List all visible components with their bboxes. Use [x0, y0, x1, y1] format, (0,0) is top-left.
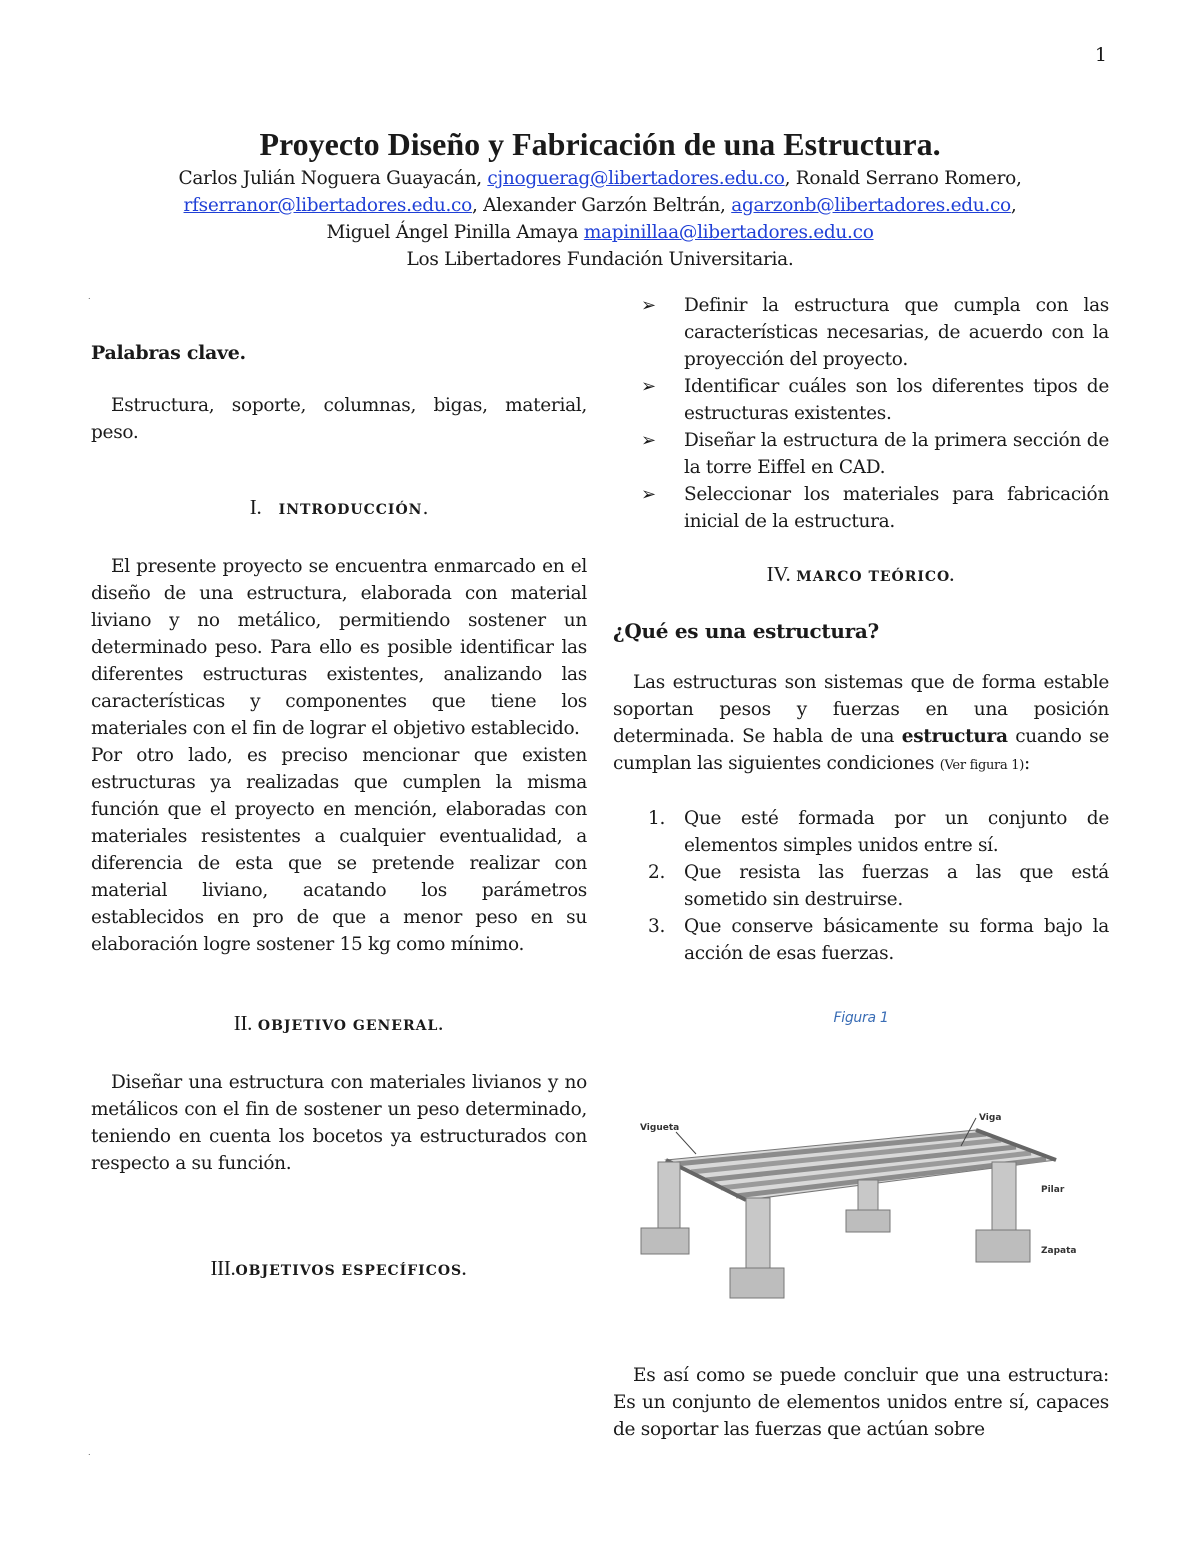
arrow-bullet-icon: ➢ — [641, 376, 656, 397]
question-heading: ¿Qué es una estructura? — [613, 619, 879, 643]
section-heading-objetivo-general — [91, 1010, 587, 1040]
paragraph-text: cuando se cumplan las siguientes condiciones — [613, 726, 1109, 774]
list-item-text: Que esté formada por un conjunto de elementos simples unidos entre sí. — [684, 808, 1109, 856]
paragraph-text: Las estructuras son sistemas que de forma estable soportan pesos y fuerzas en una posición determinada. Se habla de una — [613, 672, 1109, 747]
footing-shape — [730, 1268, 784, 1298]
intro-paragraph-1: El presente proyecto se encuentra enmarcado en el diseño de una estructura, elaborada con material liviano y no metálico, permitiendo sostener un determinado peso. Para ello es posible identificar las diferentes estructuras existentes, analizando las características y componentes que tiene los materiales con el fin de lograr el objetivo establecido. — [91, 556, 587, 739]
list-item — [613, 859, 1109, 913]
arrow-bullet-icon: ➢ — [641, 430, 656, 451]
list-item-text: Definir la estructura que cumpla con las características necesarias, de acuerdo con la proyección del proyecto. — [684, 295, 1109, 370]
arrow-bullet-icon: ➢ — [641, 295, 656, 316]
section-title: OBJETIVOS ESPECÍFICOS. — [235, 1263, 468, 1279]
author-text: , Ronald Serrano Romero, — [784, 168, 1022, 189]
list-number: 2. — [648, 862, 666, 883]
label-zapata: Zapata — [1041, 1246, 1077, 1256]
keywords-heading: Palabras clave. — [91, 342, 246, 364]
email-link[interactable]: rfserranor@libertadores.edu.co — [183, 195, 472, 216]
section-heading-introduccion — [91, 494, 587, 524]
bold-term: estructura — [901, 726, 1008, 747]
paragraph-text: : — [1023, 753, 1030, 774]
stray-dot: . — [88, 1448, 91, 1457]
structure-illustration — [636, 1090, 1084, 1302]
stray-dot: . — [88, 292, 91, 301]
list-item-text: Identificar cuáles son los diferentes tipos de estructuras existentes. — [684, 376, 1109, 424]
section-heading-marco-teorico — [613, 561, 1109, 591]
right-column — [613, 292, 1109, 1032]
authors-line-2 — [0, 192, 1200, 219]
label-viga: Viga — [979, 1113, 1002, 1123]
authors-line-3 — [0, 219, 1200, 246]
list-item — [613, 292, 1109, 373]
author-text: , Alexander Garzón Beltrán, — [471, 195, 732, 216]
list-item — [613, 913, 1109, 967]
objetivos-especificos-list — [613, 292, 1109, 535]
objetivo-general-text: Diseñar una estructura con materiales livianos y no metálicos con el fin de sostener un peso determinado, teniendo en cuenta los bocetos ya estructurados con respecto a su función. — [91, 1072, 587, 1174]
left-column — [91, 340, 587, 1285]
arrow-bullet-icon: ➢ — [641, 484, 656, 505]
section-title: INTRODUCCIÓN — [278, 502, 423, 518]
structure-figure — [636, 1090, 1084, 1302]
footing-shape — [641, 1228, 689, 1254]
section-number: II. — [233, 1011, 253, 1035]
pillar-shape — [746, 1198, 770, 1278]
footing-shape — [846, 1210, 890, 1232]
authors-line-1 — [0, 165, 1200, 192]
footing-shape — [976, 1230, 1030, 1262]
section-number: IV. — [766, 562, 791, 586]
author-text: Miguel Ángel Pinilla Amaya — [326, 222, 584, 243]
list-item — [613, 373, 1109, 427]
figure-caption: Figura 1 — [833, 1010, 889, 1026]
authors-block — [0, 165, 1200, 273]
section-title-end: . — [422, 497, 429, 519]
list-item — [613, 805, 1109, 859]
marco-paragraph — [613, 669, 1109, 779]
list-number: 3. — [648, 916, 666, 937]
conclusion-block — [613, 1362, 1109, 1443]
figure-reference: (Ver figura 1) — [939, 758, 1024, 773]
section-number: I. — [249, 495, 262, 519]
email-link[interactable]: agarzonb@libertadores.edu.co — [731, 195, 1011, 216]
author-text: Carlos Julián Noguera Guayacán, — [178, 168, 488, 189]
leader-line — [676, 1132, 696, 1154]
conditions-list — [613, 805, 1109, 967]
label-vigueta: Vigueta — [640, 1123, 680, 1133]
list-item-text: Que resista las fuerzas a las que está sometido sin destruirse. — [684, 862, 1109, 910]
paper-title: Proyecto Diseño y Fabricación de una Estructura. — [259, 126, 941, 162]
section-title: MARCO TEÓRICO. — [796, 569, 956, 585]
keywords-text: Estructura, soporte, columnas, bigas, material, peso. — [91, 395, 587, 443]
author-text: , — [1010, 195, 1017, 216]
section-heading-objetivos-especificos — [91, 1255, 587, 1285]
list-item-text: Diseñar la estructura de la primera sección de la torre Eiffel en CAD. — [684, 430, 1109, 478]
pillar-shape — [658, 1162, 680, 1232]
list-item-text: Que conserve básicamente su forma bajo la acción de esas fuerzas. — [684, 916, 1109, 964]
list-number: 1. — [648, 808, 666, 829]
label-pilar: Pilar — [1041, 1185, 1065, 1195]
email-link[interactable]: cjnoguerag@libertadores.edu.co — [487, 168, 785, 189]
list-item — [613, 427, 1109, 481]
conclusion-text: Es así como se puede concluir que una estructura: Es un conjunto de elementos unidos entre sí, capaces de soportar las fuerzas que actúan sobre — [613, 1365, 1109, 1440]
list-item-text: Seleccionar los materiales para fabricación inicial de la estructura. — [684, 484, 1109, 532]
email-link[interactable]: mapinillaa@libertadores.edu.co — [583, 222, 874, 243]
page-number: 1 — [1094, 44, 1107, 66]
institution: Los Libertadores Fundación Universitaria. — [406, 249, 794, 270]
section-number: III. — [210, 1256, 236, 1280]
intro-paragraph-2: Por otro lado, es preciso mencionar que existen estructuras ya realizadas que cumplen la misma función que el proyecto en mención, elaboradas con materiales resistentes a cualquier eventualidad, a diferencia de esta que se pretende realizar con material liviano, acatando los parámetros establecidos en pro de que a menor peso en su elaboración logre sostener 15 kg como mínimo. — [91, 745, 587, 955]
list-item — [613, 481, 1109, 535]
section-title: OBJETIVO GENERAL. — [257, 1018, 445, 1034]
